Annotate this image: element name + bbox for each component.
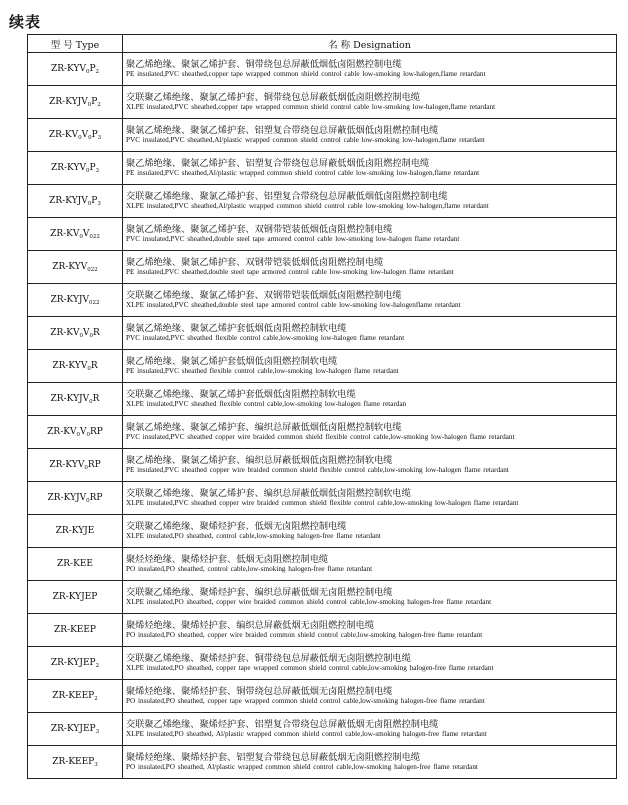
model-subscript: 3	[95, 729, 100, 735]
model-code	[28, 614, 123, 647]
designation-english: XLPE insulated,PVC sheathed,Al/plastic wrapped common shield control cable low-smoking low-halogen,flame retardant	[126, 202, 489, 210]
header-model: 型 号 Type	[28, 35, 123, 53]
designation-chinese: 聚乙烯绝缘、聚氯乙烯护套、编织总屏蔽低烟低卤阻燃控制软电缆	[126, 455, 393, 466]
designation-chinese: 交联聚乙烯绝缘、聚氯乙烯护套、铜带绕包总屏蔽低烟低卤阻燃控制电缆	[126, 92, 420, 103]
designation-english: XLPE insulated,PVC sheathed copper wire braided common shield flexible control cable,low-smoking low-halogen flame retardant	[126, 499, 519, 507]
model-base: ZR-KEEP	[52, 757, 95, 767]
table-row	[28, 449, 617, 482]
designation-english: PE insulated,PVC sheathed,Al/plastic wrapped common shield control cable low-smoking low-halogen,flame retardant	[126, 169, 480, 177]
model-subscript: 0	[79, 234, 83, 240]
designation-cell	[123, 449, 617, 482]
model-suffix: R	[92, 394, 100, 404]
header-designation: 名 称 Designation	[123, 35, 617, 53]
table-row	[28, 416, 617, 449]
page-title: 续表	[9, 13, 42, 31]
designation-cell	[123, 416, 617, 449]
designation-english: XLPE insulated,PVC sheathed,copper tape wrapped common shield control cable low-smoking low-halogen,flame retardant	[126, 103, 496, 111]
model-base: ZR-KYJEP	[52, 592, 98, 602]
model-subscript: 2	[94, 696, 98, 702]
table-row	[28, 251, 617, 284]
designation-english: PO insulated,PO sheathed, control cable,low-smoking halogen-free flame retardant	[126, 565, 373, 573]
table-row	[28, 680, 617, 713]
model-code	[28, 53, 123, 86]
designation-cell	[123, 680, 617, 713]
model-subscript: 3	[97, 135, 102, 141]
model-base: ZR-KV	[50, 229, 80, 239]
designation-english: PE insulated,PVC sheathed,copper tape wrapped common shield control cable low-smoking low-halogen,flame retardant	[126, 70, 486, 78]
table-row	[28, 713, 617, 746]
model-subscript: 0	[76, 432, 80, 438]
designation-cell	[123, 647, 617, 680]
designation-cell	[123, 119, 617, 152]
designation-english: XLPE insulated,PO sheathed, control cable,low-smoking halogen-free flame retardant	[126, 532, 381, 540]
model-base: ZR-KV	[48, 130, 79, 140]
table-row	[28, 119, 617, 152]
model-subscript: 0	[86, 498, 90, 504]
model-code	[28, 548, 123, 581]
model-base: ZR-KYV	[49, 460, 85, 470]
model-code	[28, 251, 123, 284]
model-suffix: P	[91, 196, 98, 206]
model-base: ZR-KYJV	[47, 493, 87, 503]
table-row	[28, 746, 617, 779]
model-suffix: P	[89, 64, 96, 74]
model-code	[28, 119, 123, 152]
designation-cell	[123, 350, 617, 383]
model-suffix: P	[91, 130, 98, 140]
model-subscript: 3	[94, 762, 98, 768]
model-base: ZR-KEE	[57, 559, 93, 569]
model-suffix: V	[83, 328, 90, 338]
model-suffix: RP	[87, 460, 101, 470]
designation-cell	[123, 53, 617, 86]
model-subscript: 0	[88, 135, 92, 141]
model-subscript: 022	[89, 300, 100, 306]
designation-cell	[123, 581, 617, 614]
model-code	[28, 317, 123, 350]
designation-chinese: 交联聚乙烯绝缘、聚烯烃护套、低烟无卤阻燃控制电缆	[126, 521, 347, 532]
table-row	[28, 647, 617, 680]
model-base: ZR-KV	[50, 328, 80, 338]
model-code	[28, 284, 123, 317]
table-row	[28, 152, 617, 185]
model-code	[28, 680, 123, 713]
model-subscript: 0	[85, 168, 90, 174]
model-base: ZR-KYV	[52, 262, 88, 272]
designation-cell	[123, 317, 617, 350]
designation-english: XLPE insulated,PO sheathed, copper tape wrapped common shield control cable,low-smoking halogen-free flame retardant	[126, 664, 494, 672]
model-suffix: RP	[89, 427, 103, 437]
model-suffix: RP	[89, 493, 103, 503]
model-code	[28, 713, 123, 746]
model-suffix: P	[89, 163, 96, 173]
cable-spec-table	[27, 34, 617, 779]
model-base: ZR-KV	[47, 427, 77, 437]
designation-cell	[123, 218, 617, 251]
model-base: ZR-KYJE	[55, 526, 95, 536]
model-suffix: P	[91, 97, 98, 107]
designation-chinese: 聚氯乙烯绝缘、聚氯乙烯护套、双钢带铠装低烟低卤阻燃控制电缆	[126, 224, 393, 235]
designation-chinese: 聚氯乙烯绝缘、聚氯乙烯护套、铝塑复合带绕包总屏蔽低烟低卤阻燃控制电缆	[126, 125, 439, 136]
designation-english: PE insulated,PVC sheathed copper wire braided common shield flexible control cable,low-smoking low-halogen flame retardant	[126, 466, 509, 474]
model-subscript: 2	[95, 663, 100, 669]
model-subscript: 0	[85, 69, 90, 75]
model-base: ZR-KYJV	[50, 394, 90, 404]
designation-english: XLPE insulated,PO sheathed, copper wire braided common shield control cable,low-smoking halogen-free flame retardant	[126, 598, 492, 606]
model-code	[28, 383, 123, 416]
table-row	[28, 317, 617, 350]
designation-cell	[123, 713, 617, 746]
table-body	[28, 53, 617, 779]
model-base: ZR-KYV	[50, 163, 86, 173]
table-row	[28, 350, 617, 383]
model-base: ZR-KYJV	[50, 295, 90, 305]
designation-english: PVC insulated,PVC sheathed,double steel tape armored control cable low-smoking low-halogen flame retardant	[126, 235, 460, 243]
designation-cell	[123, 383, 617, 416]
designation-chinese: 聚氯乙烯绝缘、聚氯乙烯护套低烟低卤阻燃控制软电缆	[126, 323, 347, 334]
model-code	[28, 152, 123, 185]
table-row	[28, 383, 617, 416]
table-row	[28, 53, 617, 86]
model-suffix: V	[82, 229, 90, 239]
model-code	[28, 86, 123, 119]
model-subscript: 3	[97, 201, 101, 207]
designation-chinese: 交联聚乙烯绝缘、聚氯乙烯护套低烟低卤阻燃控制软电缆	[126, 389, 356, 400]
table-row	[28, 581, 617, 614]
designation-cell	[123, 482, 617, 515]
designation-chinese: 聚烯烃绝缘、聚烯烃护套、铜带绕包总屏蔽低烟无卤阻燃控制电缆	[126, 686, 393, 697]
table-row	[28, 548, 617, 581]
model-subscript: 0	[87, 201, 92, 207]
designation-cell	[123, 548, 617, 581]
model-subscript: 0	[87, 102, 92, 108]
model-code	[28, 218, 123, 251]
model-base: ZR-KYJV	[49, 97, 88, 107]
designation-chinese: 交联聚乙烯绝缘、聚氯乙烯护套、编织总屏蔽低烟低卤阻燃控制软电缆	[126, 488, 411, 499]
designation-cell	[123, 284, 617, 317]
designation-chinese: 聚乙烯绝缘、聚氯乙烯护套、双钢带铠装低烟低卤阻燃控制电缆	[126, 257, 384, 268]
model-base: ZR-KEEP	[52, 691, 95, 701]
model-code	[28, 350, 123, 383]
model-subscript: 0	[79, 333, 83, 339]
model-subscript: 0	[89, 399, 93, 405]
table-header-row	[28, 35, 617, 53]
model-base: ZR-KYJEP	[50, 724, 96, 734]
model-code	[28, 482, 123, 515]
designation-chinese: 交联聚乙烯绝缘、聚烯烃护套、铝塑复合带绕包总屏蔽低烟无卤阻燃控制电缆	[126, 719, 439, 730]
model-base: ZR-KEEP	[54, 625, 96, 635]
model-code	[28, 515, 123, 548]
model-base: ZR-KYV	[52, 361, 88, 371]
table-row	[28, 614, 617, 647]
model-subscript: 022	[89, 234, 100, 240]
table-row	[28, 218, 617, 251]
designation-chinese: 聚乙烯绝缘、聚氯乙烯护套、铜带绕包总屏蔽低烟低卤阻燃控制电缆	[126, 59, 402, 70]
model-subscript: 0	[89, 333, 93, 339]
model-subscript: 3	[95, 168, 100, 174]
designation-cell	[123, 185, 617, 218]
designation-chinese: 聚氯乙烯绝缘、聚氯乙烯护套、编织总屏蔽低烟低卤阻燃控制软电缆	[126, 422, 402, 433]
model-suffix: R	[93, 328, 100, 338]
designation-chinese: 交联聚乙烯绝缘、聚烯烃护套、编织总屏蔽低烟无卤阻燃控制电缆	[126, 587, 393, 598]
table-row	[28, 284, 617, 317]
model-base: ZR-KYJV	[49, 196, 88, 206]
model-code	[28, 449, 123, 482]
designation-english: XLPE insulated,PVC sheathed,double steel tape armored control cable low-smoking low-halogenflame retardant	[126, 301, 461, 309]
designation-english: PVC insulated,PVC sheathed,Al/plastic wrapped common shield control cable low-smoking low-halogen,flame retardant	[126, 136, 485, 144]
model-subscript: 2	[95, 69, 100, 75]
model-subscript: 2	[97, 102, 101, 108]
model-code	[28, 746, 123, 779]
model-subscript: 0	[87, 366, 91, 372]
table-row	[28, 482, 617, 515]
designation-chinese: 交联聚乙烯绝缘、聚氯乙烯护套、铝塑复合带绕包总屏蔽低烟低卤阻燃控制电缆	[126, 191, 448, 202]
designation-chinese: 交联聚乙烯绝缘、聚氯乙烯护套、双钢带铠装低烟低卤阻燃控制电缆	[126, 290, 402, 301]
model-suffix: V	[81, 130, 89, 140]
designation-cell	[123, 614, 617, 647]
model-suffix: R	[90, 361, 98, 371]
designation-chinese: 交联聚乙烯绝缘、聚烯烃护套、铜带绕包总屏蔽低烟无卤阻燃控制电缆	[126, 653, 411, 664]
designation-english: XLPE insulated,PVC sheathed flexible control cable,low-smoking low-halogen flame retardan	[126, 400, 407, 408]
designation-chinese: 聚烯烃绝缘、聚烯烃护套、编织总屏蔽低烟无卤阻燃控制电缆	[126, 620, 375, 631]
model-subscript: 0	[84, 465, 88, 471]
model-base: ZR-KYV	[50, 64, 86, 74]
designation-english: PO insulated,PO sheathed, Al/plastic wrapped common shield control cable,low-smoking halogen-free flame retardant	[126, 763, 478, 771]
model-code	[28, 416, 123, 449]
designation-english: PVC insulated,PVC sheathed flexible control cable,low-smoking low-halogen flame retardant	[126, 334, 405, 342]
designation-english: PE insulated,PVC sheathed,double steel tape armored control cable low-smoking low-halogen flame retardant	[126, 268, 454, 276]
model-subscript: 022	[87, 267, 98, 273]
model-suffix: V	[79, 427, 87, 437]
table-row	[28, 185, 617, 218]
designation-english: PO insulated,PO sheathed, copper wire braided common shield control cable,low-smoking halogen-free flame retardant	[126, 631, 483, 639]
table-row	[28, 515, 617, 548]
designation-chinese: 聚乙烯绝缘、聚氯乙烯护套、铝塑复合带绕包总屏蔽低烟低卤阻燃控制电缆	[126, 158, 430, 169]
model-base: ZR-KYJEP	[50, 658, 96, 668]
table-row	[28, 86, 617, 119]
model-code	[28, 647, 123, 680]
designation-english: PE insulated,PVC sheathed flexible control cable,low-smoking low-halogen flame retardant	[126, 367, 399, 375]
designation-cell	[123, 86, 617, 119]
designation-chinese: 聚烃烃绝缘、聚烯烃护套、低烟无卤阻燃控制电缆	[126, 554, 329, 565]
model-subscript: 0	[86, 432, 90, 438]
designation-english: PVC insulated,PVC sheathed copper wire braided common shield flexible control cable,low-smoking low-halogen flame retardant	[126, 433, 515, 441]
designation-cell	[123, 251, 617, 284]
designation-cell	[123, 746, 617, 779]
designation-cell	[123, 152, 617, 185]
designation-english: PO insulated,PO sheathed, copper tape wrapped common shield control cable,low-smoking halogen-free flame retardant	[126, 697, 485, 705]
model-code	[28, 185, 123, 218]
designation-chinese: 聚烯烃绝缘、聚烯烃护套、铝塑复合带绕包总屏蔽低烟无卤阻燃控制电缆	[126, 752, 420, 763]
designation-chinese: 聚乙烯绝缘、聚氯乙烯护套低烟低卤阻燃控制软电缆	[126, 356, 338, 367]
designation-cell	[123, 515, 617, 548]
model-code	[28, 581, 123, 614]
model-subscript: 0	[78, 135, 82, 141]
designation-english: XLPE insulated,PO sheathed, Al/plastic wrapped common shield control cable,low-smoking halogen-free flame retardant	[126, 730, 487, 738]
